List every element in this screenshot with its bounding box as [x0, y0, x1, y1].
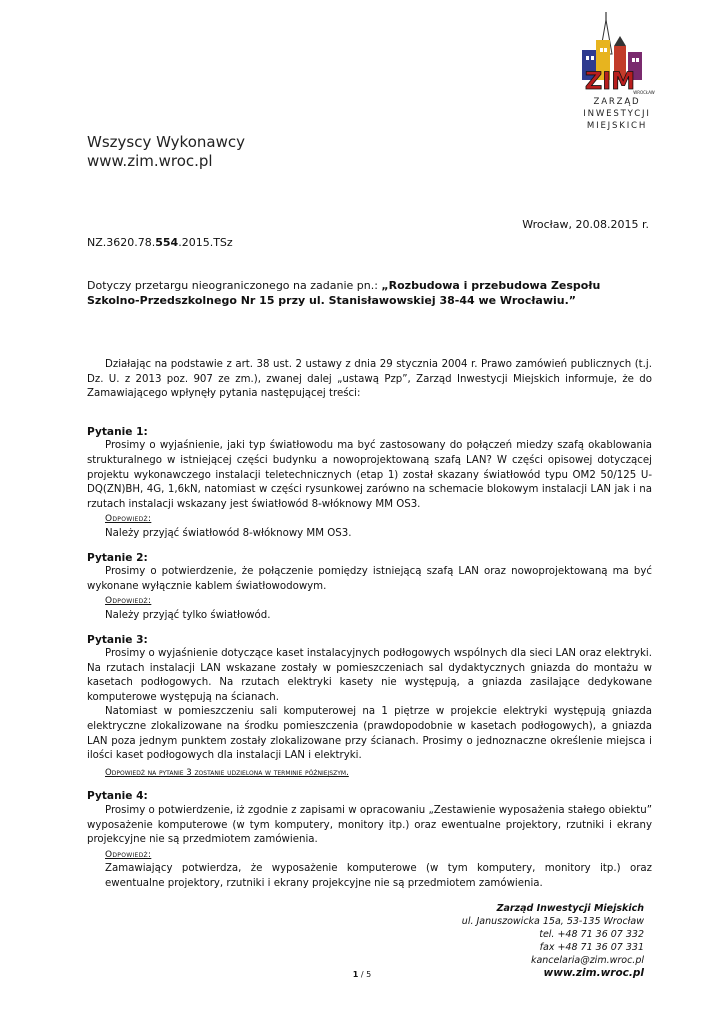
subject: [87, 278, 652, 308]
answer-2-label: Odpowiedź:: [105, 596, 152, 607]
page-number: [0, 970, 724, 979]
letter-body: [87, 358, 652, 892]
addressee-website: www.zim.wroc.pl: [87, 152, 213, 170]
footer-fax: fax +48 71 36 07 331: [539, 942, 644, 953]
addressee-name: Wszyscy Wykonawcy: [87, 133, 245, 151]
answer-1-text: Należy przyjąć światłowód 8-włóknowy MM OS3.: [105, 527, 352, 539]
city-skyline-icon: [574, 10, 660, 96]
letter-date: Wrocław, 20.08.2015 r.: [522, 218, 649, 231]
page-sep: /: [358, 970, 367, 979]
footer-website[interactable]: www.zim.wroc.pl: [543, 967, 644, 979]
question-2-label: Pytanie 2:: [87, 551, 148, 564]
answer-1-label: Odpowiedź:: [105, 514, 152, 525]
intro-paragraph: Działając na podstawie z art. 38 ust. 2 ustawy z dnia 29 stycznia 2004 r. Prawo zamówień publicznych (t.j. Dz. U. z 2013 poz. 907 ze zm.), zwanej dalej „ustawą Pzp”, Zarząd Inwestycji Miejskich informuje, że do Zamawiającego wpłynęły pytania następującej treści:: [87, 359, 652, 400]
subject-prefix: Dotyczy przetargu nieograniczonego na zadanie pn.:: [87, 279, 382, 292]
footer-tel: tel. +48 71 36 07 332: [539, 929, 644, 940]
reference-prefix: NZ.3620.78.: [87, 236, 156, 249]
question-4-text: Prosimy o potwierdzenie, iż zgodnie z zapisami w opracowaniu „Zestawienie wyposażenia stałego obiektu” wyposażenie komputerowe (w tym komputery, monitory itp.) oraz ewentualne projektory, rzutniki i ekrany projekcyjne nie są przedmiotem zamówienia.: [87, 805, 652, 846]
question-3-text-cont: Natomiast w pomieszczeniu sali komputerowej na 1 piętrze w projekcie elektryki występują gniazda elektryczne zlokalizowane na środku pomieszczenia (prawdopodobnie w kasetach podłogowych), a gniazda LAN poza jednym punktem zostały zlokalizowane przy ścianach. Prosimy o jednoznaczne określenie miejsca i ilości kaset podłogowych dla instalacji LAN i elektryki.: [87, 706, 652, 762]
question-1-label: Pytanie 1:: [87, 425, 148, 438]
logo-sub: WROCŁAW: [633, 90, 655, 95]
logo-mark: ZIM: [584, 67, 636, 95]
logo-line-2: INWESTYCJI: [583, 109, 651, 119]
logo-text: [574, 96, 660, 132]
addressee: [87, 133, 245, 171]
answer-2-text: Należy przyjąć tylko światłowód.: [105, 609, 271, 621]
reference-number: [87, 236, 233, 249]
answer-4-label: Odpowiedź:: [105, 849, 152, 860]
footer-contact: [462, 902, 644, 980]
logo-line-3: MIEJSKICH: [586, 121, 648, 131]
reference-bold: 554: [155, 236, 179, 249]
page-current: 1: [352, 970, 359, 979]
footer-email[interactable]: kancelaria@zim.wroc.pl: [530, 955, 644, 966]
footer-address: ul. Januszowicka 15a, 53-135 Wrocław: [461, 916, 644, 927]
question-1-text: Prosimy o wyjaśnienie, jaki typ światłowodu ma być zastosowany do połączeń miedzy szafą okablowania strukturalnego w istniejącej części budynku a nowoprojektowaną szafą LAN? W części opisowej dotyczącej projektu wykonawczego instalacji teletechnicznych (etap 1) został skazany światłowód typu OM2 50/125 U-DQ(ZN)BH, 4G, 1,6kN, natomiast w części rysunkowej zarówno na schemacie blokowym instalacji LAN jak i na rzutach instalacji wskazany jest światłowód 8-włóknowy MM OS3.: [87, 440, 652, 510]
question-2-text: Prosimy o potwierdzenie, że połączenie pomiędzy istniejącą szafą LAN oraz nowoprojektowaną ma być wykonane wyłącznie kablem światłowodowym.: [87, 566, 652, 592]
subject-title: „Rozbudowa i przebudowa Zespołu Szkolno-Przedszkolnego Nr 15 przy ul. Stanisławowskiej 38-44 we Wrocławiu.”: [87, 279, 601, 307]
answer-3-note: Odpowiedź na pytanie 3 zostanie udzielona w terminie późniejszym.: [105, 767, 349, 778]
footer-org: Zarząd Inwestycji Miejskich: [496, 903, 644, 914]
answer-4-text: Zamawiający potwierdza, że wyposażenie komputerowe (w tym komputery, monitory itp.) oraz ewentualne projektory, rzutniki i ekrany projekcyjne nie są przedmiotem zamówienia.: [105, 863, 652, 889]
question-3-text: Prosimy o wyjaśnienie dotyczące kaset instalacyjnych podłogowych wspólnych dla sieci LAN oraz elektryki. Na rzutach instalacji LAN wskazane zostały w pomieszczeniach sal dydaktycznych gniazda do montażu w kasetach podłogowych. Na rzutach elektryki kasety nie występują, a gniazda zasilające dedykowane komputerowe występują na ścianach.: [87, 648, 652, 703]
logo-line-1: ZARZĄD: [593, 97, 641, 107]
reference-suffix: .2015.TSz: [178, 236, 233, 249]
question-3-label: Pytanie 3:: [87, 633, 148, 646]
question-4-label: Pytanie 4:: [87, 790, 148, 803]
zim-logo: [574, 10, 660, 134]
page-total: 5: [366, 970, 372, 979]
